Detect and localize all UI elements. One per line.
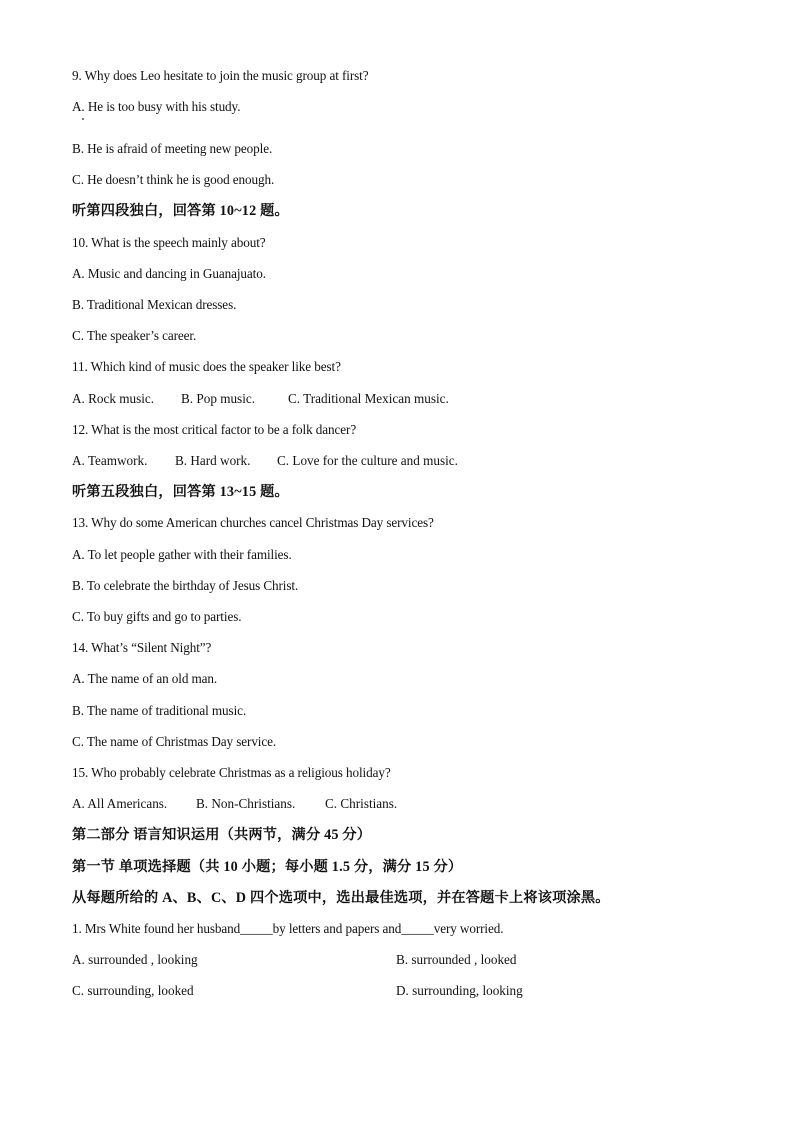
question-12: 12. What is the most critical factor to be a folk dancer?: [72, 422, 357, 437]
section-one-heading: 第一节 单项选择题（共 10 小题；每小题 1.5 分，满分 15 分）: [72, 859, 463, 875]
option-g1b: B. surrounded , looked: [396, 952, 517, 967]
option-14b: B. The name of traditional music.: [72, 703, 247, 718]
option-10b: B. Traditional Mexican dresses.: [72, 297, 237, 312]
part-two-heading: 第二部分 语言知识运用（共两节，满分 45 分）: [72, 827, 372, 843]
option-12a: A. Teamwork.: [72, 453, 148, 468]
section-heading-5: 听第五段独白，回答第 13~15 题。: [72, 484, 289, 500]
option-11a: A. Rock music.: [72, 391, 155, 406]
grammar-question-1: 1. Mrs White found her husband_____by letters and papers and_____very worried.: [72, 921, 504, 936]
option-11b: B. Pop music.: [181, 391, 256, 406]
option-14c: C. The name of Christmas Day service.: [72, 734, 277, 749]
option-15c: C. Christians.: [325, 796, 398, 811]
option-12c: C. Love for the culture and music.: [277, 453, 458, 468]
question-9: 9. Why does Leo hesitate to join the music group at first?: [72, 68, 369, 83]
instructions: 从每题所给的 A、B、C、D 四个选项中，选出最佳选项，并在答题卡上将该项涂黑。: [72, 890, 610, 906]
option-11c: C. Traditional Mexican music.: [288, 391, 449, 406]
option-10a: A. Music and dancing in Guanajuato.: [72, 266, 266, 281]
option-10c: C. The speaker’s career.: [72, 328, 197, 343]
option-9c: C. He doesn’t think he is good enough.: [72, 172, 275, 187]
stray-mark: [82, 118, 84, 120]
question-14: 14. What’s “Silent Night”?: [72, 640, 212, 655]
option-13a: A. To let people gather with their families.: [72, 547, 292, 562]
question-13: 13. Why do some American churches cancel Christmas Day services?: [72, 515, 434, 530]
option-g1c: C. surrounding, looked: [72, 983, 194, 998]
section-heading-4: 听第四段独白，回答第 10~12 题。: [72, 203, 289, 219]
option-15b: B. Non-Christians.: [196, 796, 296, 811]
option-15a: A. All Americans.: [72, 796, 168, 811]
option-g1a: A. surrounded , looking: [72, 952, 198, 967]
option-13c: C. To buy gifts and go to parties.: [72, 609, 242, 624]
option-13b: B. To celebrate the birthday of Jesus Christ.: [72, 578, 299, 593]
question-11: 11. Which kind of music does the speaker like best?: [72, 359, 341, 374]
question-15: 15. Who probably celebrate Christmas as a religious holiday?: [72, 765, 391, 780]
option-14a: A. The name of an old man.: [72, 671, 218, 686]
option-12b: B. Hard work.: [175, 453, 251, 468]
option-9b: B. He is afraid of meeting new people.: [72, 141, 273, 156]
question-10: 10. What is the speech mainly about?: [72, 235, 266, 250]
option-g1d: D. surrounding, looking: [396, 983, 523, 998]
option-9a: A. He is too busy with his study.: [72, 99, 241, 114]
